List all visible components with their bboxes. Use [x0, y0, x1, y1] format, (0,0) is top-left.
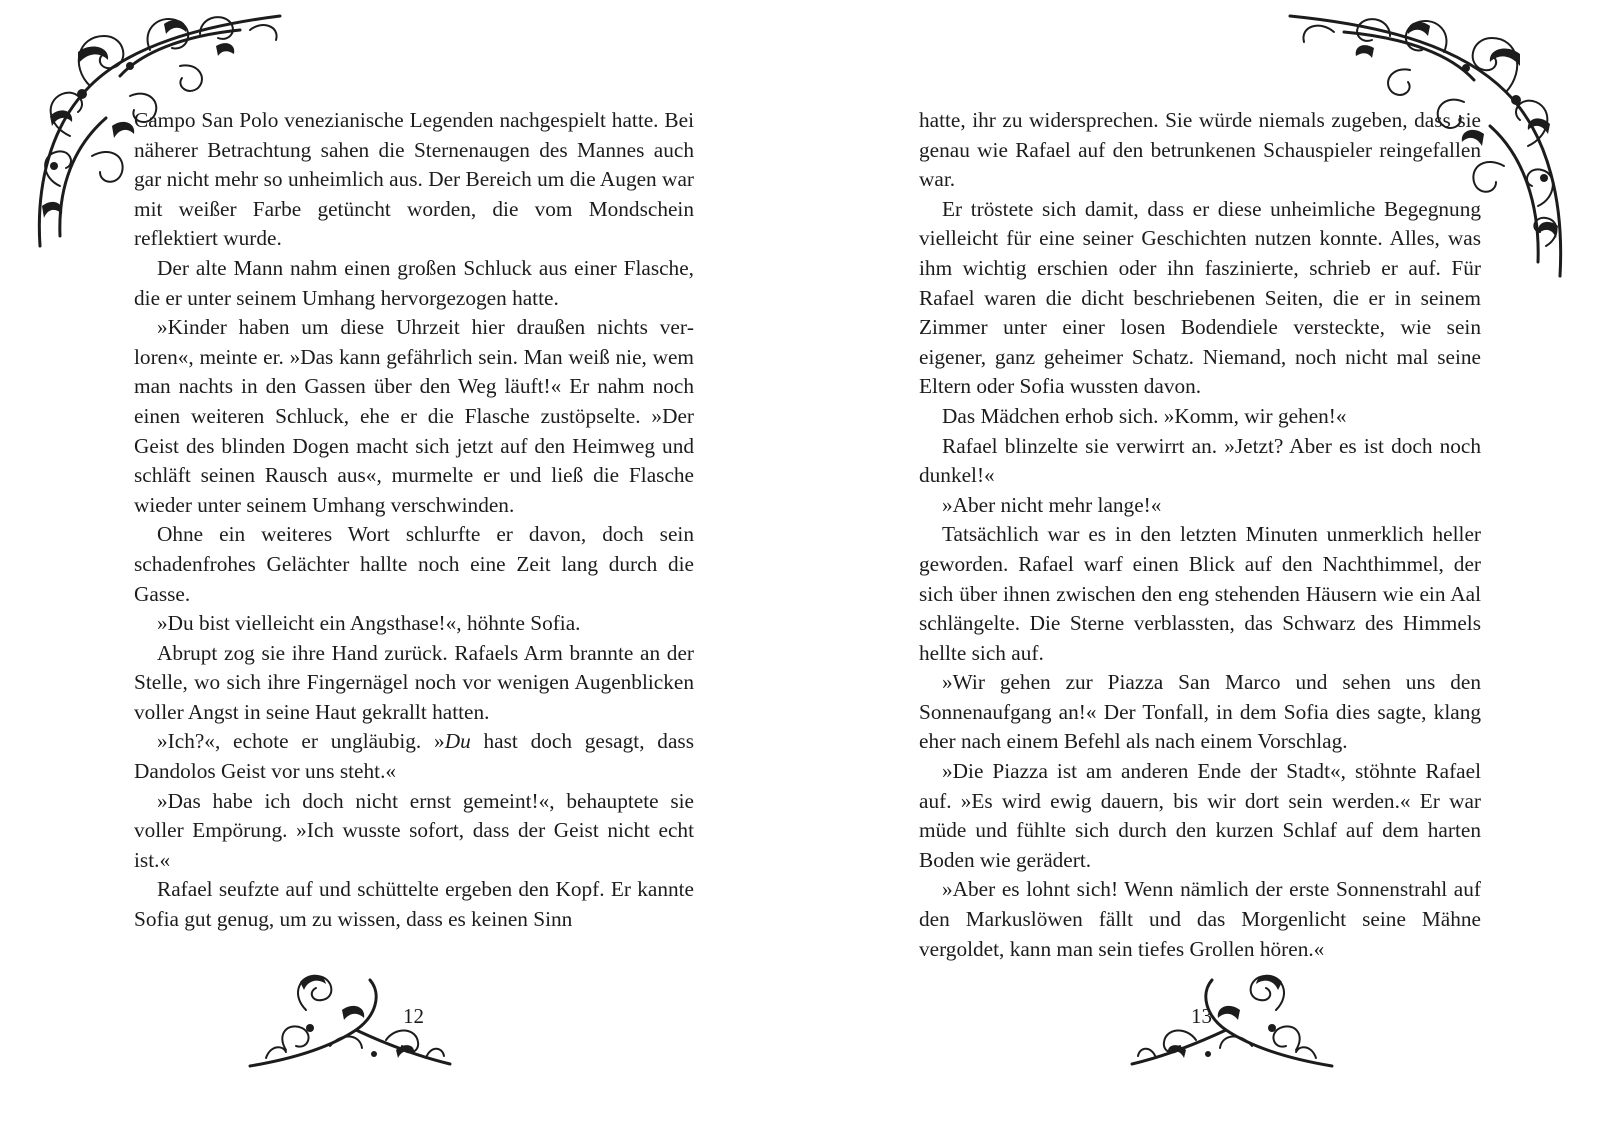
paragraph: Rafael blinzelte sie verwirrt an. »Jetzt? Aber es ist doch noch dunkel!« [919, 433, 1481, 488]
paragraph: Das Mädchen erhob sich. »Komm, wir gehen!« [942, 403, 1347, 428]
paragraph: »Aber es lohnt sich! Wenn nämlich der erste Sonnenstrahl auf den Markuslöwen fällt und das Morgenlicht seine Mähne vergoldet, kann man sein tiefes Grollen hören.« [919, 877, 1481, 961]
page-number: 12 [403, 1004, 424, 1028]
right-page [800, 0, 1600, 1138]
paragraph: hatte, ihr zu widersprechen. Sie würde niemals zugeben, dass sie genau wie Rafael auf den betrunkenen Schauspieler reingefallen war. [919, 108, 1481, 192]
paragraph: Der alte Mann nahm einen großen Schluck aus einer Flasche, die er unter seinem Umhang hervorgezogen hatte. [134, 255, 694, 310]
paragraph: Ohne ein weiteres Wort schlurfte er davon, doch sein schadenfrohes Gelächter hallte noch eine Zeit lang durch die Gasse. [134, 522, 694, 606]
italic-run: Du [444, 729, 471, 754]
page-number: 13 [1191, 1004, 1212, 1028]
paragraph: »Du bist vielleicht ein Angsthase!«, höhnte Sofia. [157, 611, 581, 636]
footer-ornament-right [1130, 970, 1336, 1070]
paragraph: »Wir gehen zur Piazza San Marco und sehen uns den Sonnenaufgang an!« Der Tonfall, in dem Sofia dies sagte, klang eher nach einem Befehl als nach einem Vorschlag. [919, 670, 1481, 754]
paragraph [134, 727, 694, 786]
paragraph: Rafael seufzte auf und schüttelte ergeben den Kopf. Er kannte Sofia gut genug, um zu wissen, dass es keinen Sinn [134, 877, 694, 932]
paragraph: Campo San Polo venezianische Legenden nachgespielt hatte. Bei näherer Betrachtung sahen die Sternenaugen des Mannes auch gar nicht mehr so unheimlich aus. Der Bereich um die Augen war mit weißer Farbe getüncht worden, die vom Mondschein reflektiert wurde. [134, 108, 694, 251]
text-run: »Ich?«, echote er ungläubig. » [157, 729, 445, 754]
paragraph: »Die Piazza ist am anderen Ende der Stadt«, stöhnte Rafael auf. »Es wird ewig dauern, bis wir dort sein werden.« Er war müde und fühlte sich durch den kurzen Schlaf auf dem harten Boden wie gerädert. [919, 759, 1481, 872]
paragraph: »Das habe ich doch nicht ernst gemeint!«, behauptete sie voller Empörung. »Ich wusste sofort, dass der Geist nicht echt ist.« [134, 788, 694, 872]
left-page-text [134, 106, 694, 935]
right-page-text [919, 106, 1481, 964]
flourish-footer-ornament-icon [1130, 970, 1336, 1070]
paragraph: »Aber nicht mehr lange!« [942, 492, 1162, 517]
paragraph: Er tröstete sich damit, dass er diese unheimliche Begegnung vielleicht für eine seiner Geschichten nutzen konnte. Alles, was ihm wichtig erschien oder ihn faszinierte, schrieb er auf. Für Rafael waren die dicht beschriebenen Seiten, die er in seinem Zimmer unter einer losen Bodendiele versteckte, wie sein eigener, ganz geheimer Schatz. Niemand, noch nicht mal seine Eltern oder Sofia wussten davon. [919, 196, 1481, 399]
paragraph: Tatsächlich war es in den letzten Minuten unmerklich heller geworden. Rafael warf einen Blick auf den Nachthimmel, der sich über ihnen zwischen den eng stehenden Häusern wie ein Aal schlängelte. Die Sterne verblassten, das Schwarz des Himmels hellte sich auf. [919, 522, 1481, 665]
paragraph: Abrupt zog sie ihre Hand zurück. Rafaels Arm brannte an der Stelle, wo sich ihre Fingernägel noch vor wenigen Augenblicken voller Angst in seine Haut gekrallt hatten. [134, 640, 694, 724]
text-run: hast doch gesagt, dass Dandolos Geist vor uns steht.« [134, 729, 694, 784]
paragraph: »Kinder haben um diese Uhrzeit hier draußen nichts verloren«, meinte er. »Das kann gefährlich sein. Man weiß nie, wem man nachts in den Gassen über den Weg läuft!« Er nahm noch einen weiteren Schluck, ehe er die Flasche zustöpselte. »Der Geist des blinden Dogen macht sich jetzt auf den Heimweg und schläft seinen Rausch aus«, murmelte er und ließ die Flasche wieder unter seinem Umhang verschwinden. [134, 315, 694, 517]
